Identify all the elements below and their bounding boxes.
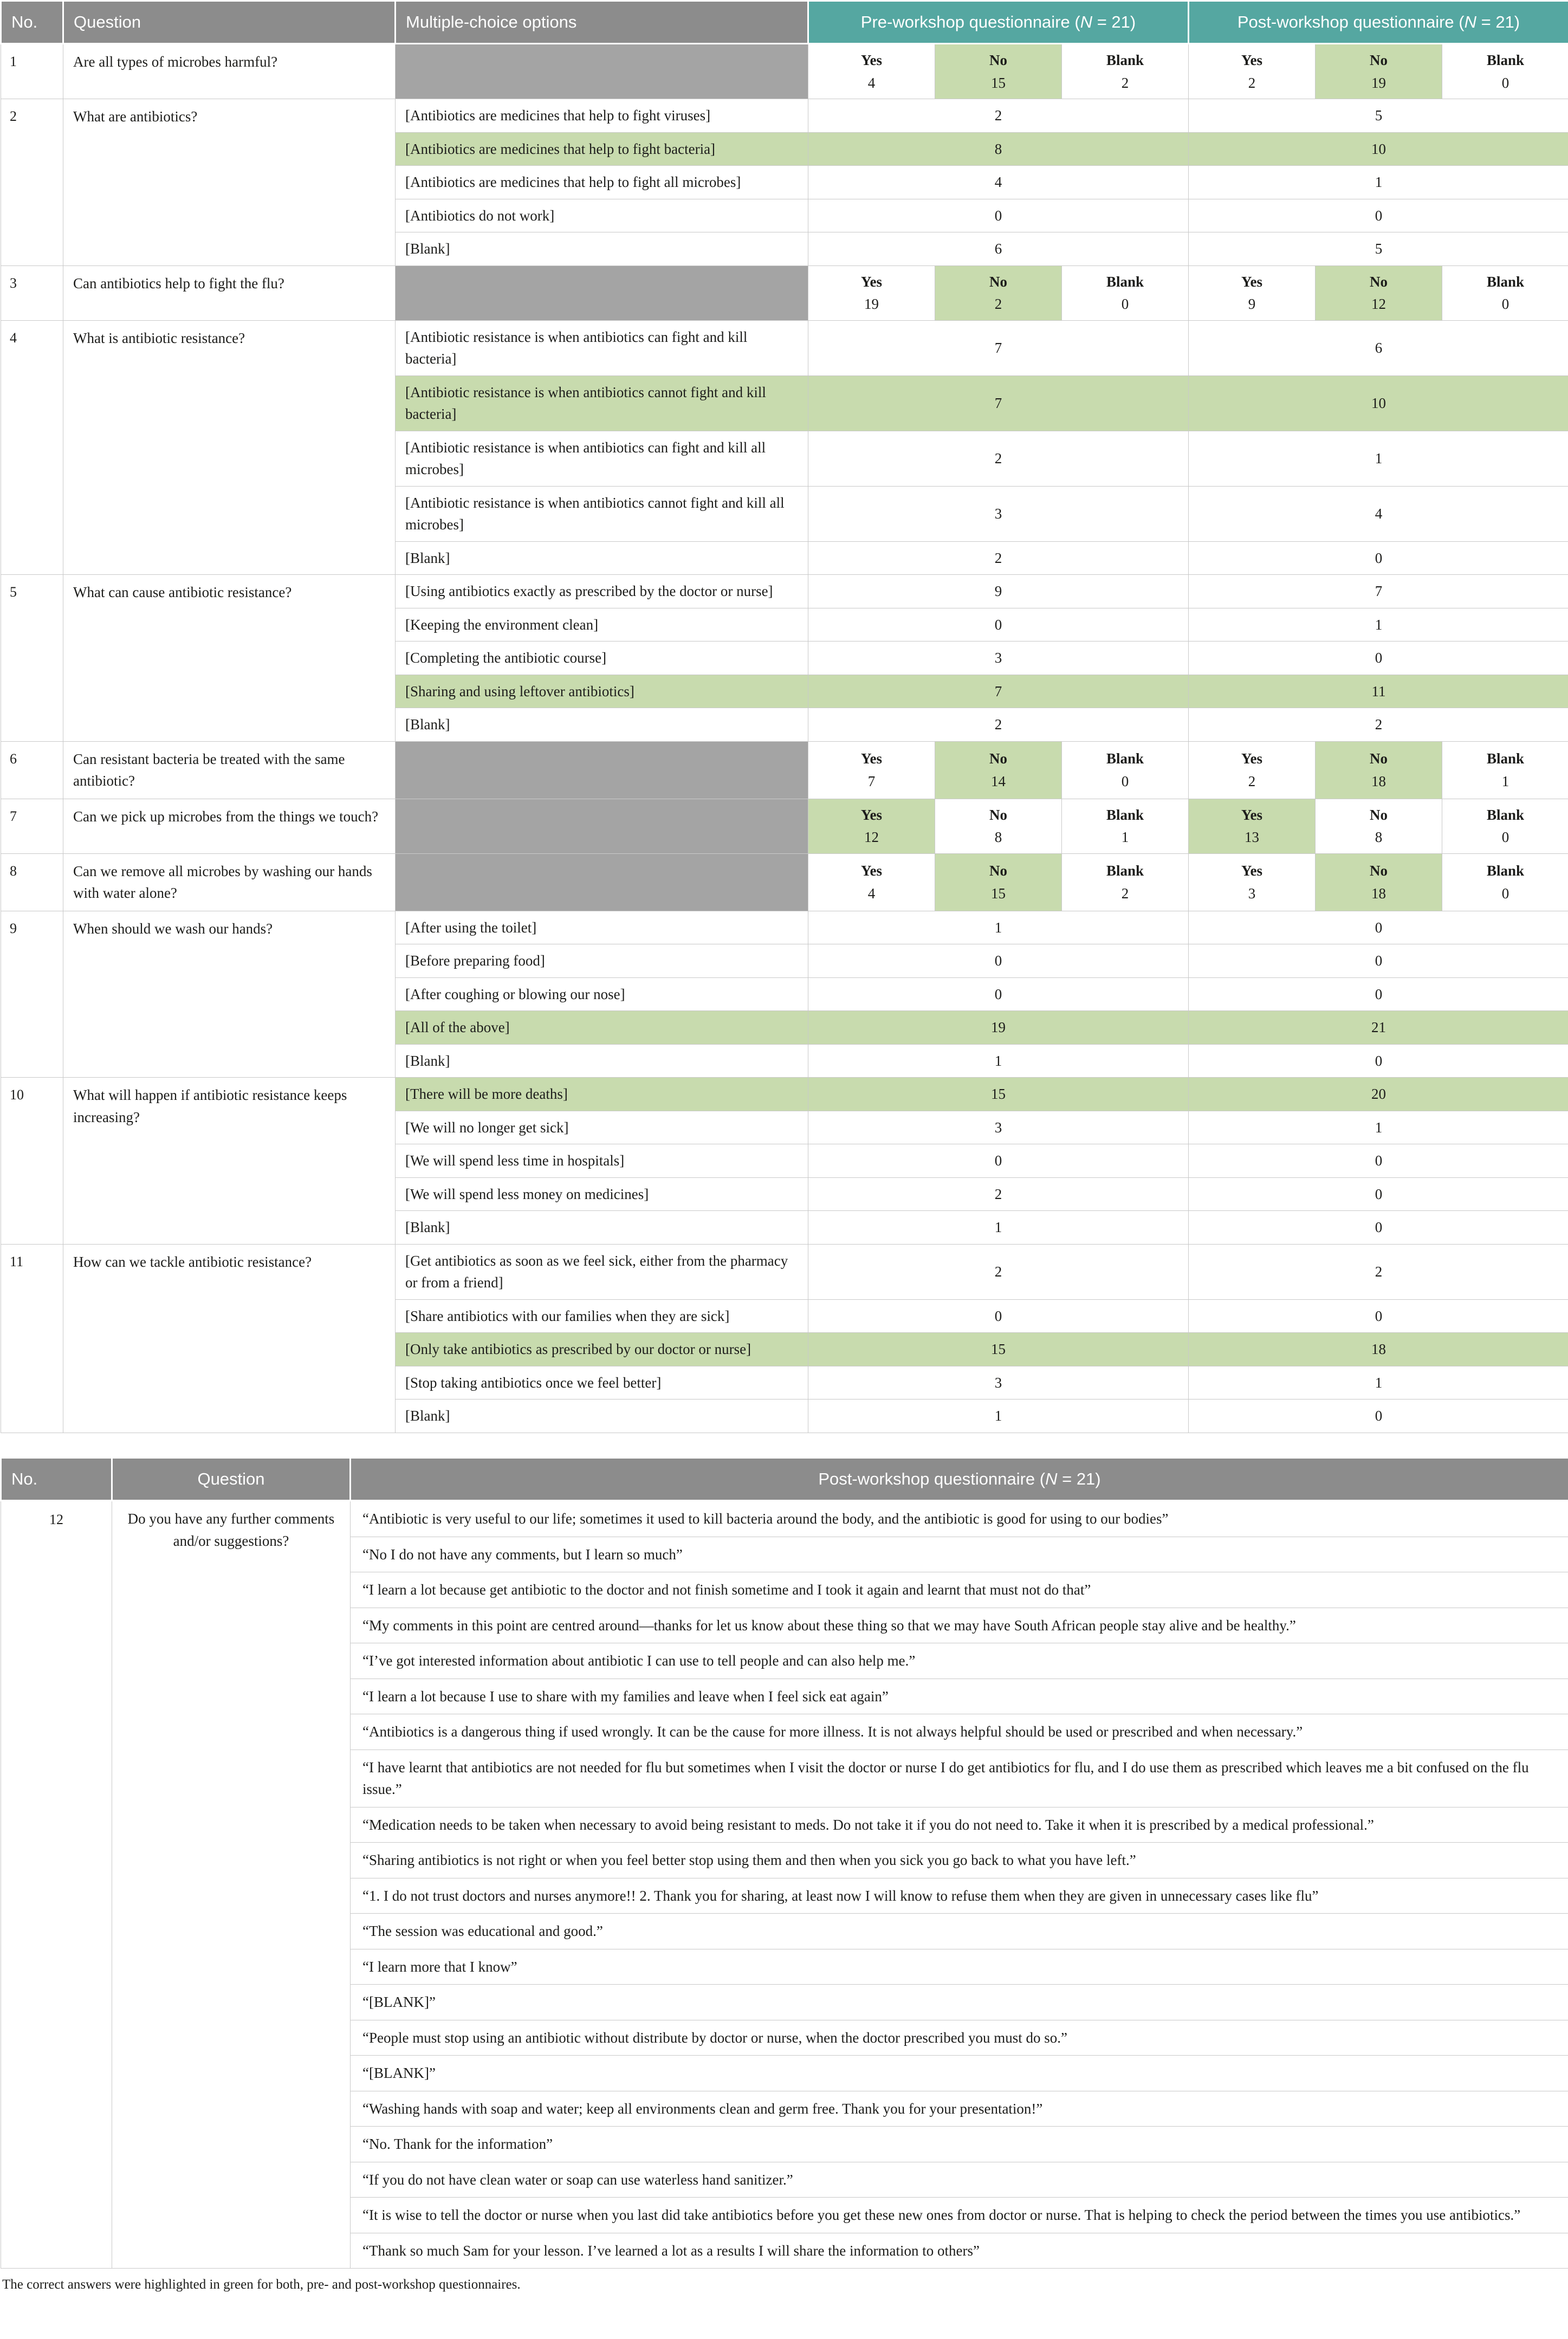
comment-text: “Sharing antibiotics is not right or when you feel better stop using them and then when you sick you go back to what you have left.”: [351, 1843, 1568, 1878]
pre-count: 15: [808, 1078, 1189, 1111]
post-count: 10: [1189, 375, 1568, 431]
comment-text: “The session was educational and good.”: [351, 1914, 1568, 1949]
answer-label: Yes: [861, 273, 882, 290]
option-text: [Stop taking antibiotics once we feel better]: [396, 1366, 808, 1399]
comment-text: “No I do not have any comments, but I learn so much”: [351, 1537, 1568, 1572]
pre-yes-cell: [808, 799, 935, 853]
comment-text: “I learn a lot because get antibiotic to the doctor and not finish sometime and I took it again and learnt that must not do that”: [351, 1572, 1568, 1608]
post-count: 0: [1189, 642, 1568, 675]
pre-count: 0: [808, 944, 1189, 978]
post-no-cell: [1316, 799, 1442, 853]
answer-label: Blank: [1106, 863, 1144, 879]
pre-no-cell: [935, 265, 1062, 320]
option-text: [There will be more deaths]: [396, 1078, 808, 1111]
option-text: [Antibiotic resistance is when antibiotics can fight and kill all microbes]: [396, 431, 808, 486]
table-footnote: The correct answers were highlighted in green for both, pre- and post-workshop questionnaires.: [2, 2277, 521, 2292]
answer-label: No: [989, 863, 1007, 879]
pre-count: 15: [808, 1333, 1189, 1366]
comment-text: “I learn a lot because I use to share with my families and leave when I feel sick eat again”: [351, 1679, 1568, 1714]
option-text: [After coughing or blowing our nose]: [396, 977, 808, 1011]
post-yes-count: 13: [1245, 829, 1259, 846]
pre-yes-cell: [808, 265, 935, 320]
answer-label: Yes: [861, 52, 882, 69]
pre-yes-count: 19: [864, 296, 879, 313]
pre-yes-cell: [808, 853, 935, 911]
options-placeholder: [396, 799, 808, 853]
question-text: Are all types of microbes harmful?: [63, 44, 396, 99]
comment-text: “I have learnt that antibiotics are not needed for flu but sometimes when I visit the doctor or nurse I do get antibiotics for flu, and I do use them as prescribed which leaves me a bit confused on the flu issue.”: [351, 1750, 1568, 1807]
post-count: 5: [1189, 232, 1568, 266]
answer-label: No: [1370, 273, 1388, 290]
option-text: [Keeping the environment clean]: [396, 608, 808, 642]
option-text: [Blank]: [396, 232, 808, 266]
comment-text: “No. Thank for the information”: [351, 2127, 1568, 2162]
pre-count: 4: [808, 166, 1189, 199]
pre-count: 1: [808, 1211, 1189, 1245]
question-text: Can antibiotics help to fight the flu?: [63, 265, 396, 320]
option-text: [Get antibiotics as soon as we feel sick, either from the pharmacy or from a friend]: [396, 1244, 808, 1299]
post-no-count: 8: [1375, 829, 1383, 846]
pre-count: 3: [808, 1366, 1189, 1399]
post-yes-cell: [1189, 265, 1316, 320]
post-no-cell: [1316, 853, 1442, 911]
pre-count: 3: [808, 486, 1189, 541]
pre-count: 7: [808, 375, 1189, 431]
post-yes-cell: [1189, 44, 1316, 99]
option-row-9-1: [1, 911, 1568, 944]
pre-no-count: 8: [994, 829, 1002, 846]
option-row-4-1: [1, 320, 1568, 375]
pre-no-cell: [935, 799, 1062, 853]
option-text: [Antibiotic resistance is when antibiotics cannot fight and kill bacteria]: [396, 375, 808, 431]
question-row-8: [1, 853, 1568, 911]
row-number: 5: [1, 575, 63, 742]
question-text: What is antibiotic resistance?: [63, 320, 396, 575]
question-text: What can cause antibiotic resistance?: [63, 575, 396, 742]
pre-count: 2: [808, 541, 1189, 575]
pre-blank-count: 1: [1121, 829, 1129, 846]
post-no-count: 19: [1371, 74, 1386, 91]
post-blank-cell: [1442, 853, 1568, 911]
col-header-post-workshop: Post-workshop questionnaire (N = 21): [1189, 1, 1568, 44]
pre-yes-count: 12: [864, 829, 879, 846]
option-text: [Using antibiotics exactly as prescribed by the doctor or nurse]: [396, 575, 808, 608]
post-count: 2: [1189, 708, 1568, 742]
pre-count: 0: [808, 1144, 1189, 1178]
answer-label: No: [1370, 750, 1388, 767]
option-text: [We will spend less money on medicines]: [396, 1177, 808, 1211]
option-row-10-1: [1, 1078, 1568, 1111]
answer-label: Blank: [1486, 806, 1525, 823]
comment-text: “Antibiotic is very useful to our life; sometimes it used to kill bacteria around the body, and the antibiotic is good for using to our bodies”: [351, 1501, 1568, 1537]
pre-count: 2: [808, 708, 1189, 742]
question-text: Can we remove all microbes by washing our hands with water alone?: [63, 853, 396, 911]
pre-count: 7: [808, 320, 1189, 375]
post-count: 0: [1189, 977, 1568, 1011]
option-row-5-1: [1, 575, 1568, 608]
post-count: 0: [1189, 199, 1568, 232]
answer-label: No: [989, 750, 1007, 767]
post-count: 6: [1189, 320, 1568, 375]
post-count: 20: [1189, 1078, 1568, 1111]
answer-label: No: [1370, 863, 1388, 879]
post-count: 1: [1189, 1111, 1568, 1144]
post-blank-count: 0: [1501, 296, 1509, 313]
post-count: 18: [1189, 1333, 1568, 1366]
post-no-cell: [1316, 44, 1442, 99]
col-header-question-2: Question: [112, 1457, 351, 1500]
results-table-header-row: [1, 1, 1568, 44]
col-header-no: No.: [1, 1, 63, 44]
pre-no-count: 14: [991, 773, 1006, 789]
pre-no-count: 15: [991, 74, 1006, 91]
post-blank-cell: [1442, 799, 1568, 853]
answer-label: Yes: [861, 863, 882, 879]
answer-label: Blank: [1106, 273, 1144, 290]
option-row-11-1: [1, 1244, 1568, 1299]
post-blank-cell: [1442, 265, 1568, 320]
option-text: [We will no longer get sick]: [396, 1111, 808, 1144]
post-count: 1: [1189, 166, 1568, 199]
pre-count: 2: [808, 1244, 1189, 1299]
pre-no-count: 15: [991, 885, 1006, 902]
answer-label: Yes: [1241, 750, 1262, 767]
pre-count: 0: [808, 608, 1189, 642]
comment-row-1: [1, 1501, 1568, 1537]
comment-text: “Medication needs to be taken when necessary to avoid being resistant to meds. Do not take it if you do not need to. Take it when it is prescribed by a medical professional.”: [351, 1807, 1568, 1843]
pre-count: 7: [808, 675, 1189, 708]
pre-count: 2: [808, 1177, 1189, 1211]
post-count: 0: [1189, 911, 1568, 944]
post-yes-count: 2: [1248, 773, 1256, 789]
answer-label: No: [989, 273, 1007, 290]
pre-yes-cell: [808, 44, 935, 99]
pre-yes-cell: [808, 741, 935, 799]
pre-no-cell: [935, 853, 1062, 911]
post-count: 1: [1189, 1366, 1568, 1399]
comment-text: “I’ve got interested information about antibiotic I can use to tell people and can also help me.”: [351, 1643, 1568, 1679]
post-yes-count: 9: [1248, 296, 1256, 313]
comment-text: “Thank so much Sam for your lesson. I’ve learned a lot as a results I will share the information to others”: [351, 2233, 1568, 2269]
row-number: 3: [1, 265, 63, 320]
question-text: When should we wash our hands?: [63, 911, 396, 1078]
post-count: 0: [1189, 1044, 1568, 1078]
option-text: [Completing the antibiotic course]: [396, 642, 808, 675]
comment-text: “It is wise to tell the doctor or nurse when you last did take antibiotics before you get these new ones from doctor or nurse. That is helping to check the period between the times you use antibiotics.”: [351, 2198, 1568, 2233]
pre-count: 2: [808, 431, 1189, 486]
post-count: 0: [1189, 1177, 1568, 1211]
post-count: 0: [1189, 1144, 1568, 1178]
options-placeholder: [396, 44, 808, 99]
pre-count: 1: [808, 1044, 1189, 1078]
answer-label: Yes: [1241, 863, 1262, 879]
pre-no-cell: [935, 44, 1062, 99]
row-number: 11: [1, 1244, 63, 1433]
comment-text: “Washing hands with soap and water; keep all environments clean and germ free. Thank you for your presentation!”: [351, 2091, 1568, 2127]
option-text: [After using the toilet]: [396, 911, 808, 944]
answer-label: No: [989, 52, 1007, 69]
pre-yes-count: 7: [867, 773, 876, 789]
answer-label: No: [1370, 52, 1388, 69]
comment-text: “I learn more that I know”: [351, 1949, 1568, 1985]
row-number: 8: [1, 853, 63, 911]
option-text: [Sharing and using leftover antibiotics]: [396, 675, 808, 708]
pre-count: 0: [808, 977, 1189, 1011]
pre-count: 2: [808, 99, 1189, 133]
answer-label: Yes: [1241, 806, 1262, 823]
post-count: 0: [1189, 944, 1568, 978]
options-placeholder: [396, 265, 808, 320]
option-text: [Antibiotics do not work]: [396, 199, 808, 232]
comment-text: “My comments in this point are centred around—thanks for let us know about these thing so that we may have South African people stay alive and be healthy.”: [351, 1608, 1568, 1643]
option-text: [Blank]: [396, 1211, 808, 1245]
answer-label: Blank: [1106, 52, 1144, 69]
pre-blank-cell: [1062, 265, 1189, 320]
option-text: [Antibiotics are medicines that help to fight all microbes]: [396, 166, 808, 199]
comment-text: “Antibiotics is a dangerous thing if used wrongly. It can be the cause for more illness. It is not always helpful should be used or prescribed and when necessary.”: [351, 1714, 1568, 1750]
answer-label: Yes: [1241, 273, 1262, 290]
pre-blank-count: 0: [1121, 296, 1129, 313]
pre-blank-cell: [1062, 741, 1189, 799]
post-count: 0: [1189, 541, 1568, 575]
post-no-cell: [1316, 741, 1442, 799]
row-number: 10: [1, 1078, 63, 1245]
options-placeholder: [396, 741, 808, 799]
comments-table-header-row: [1, 1457, 1568, 1500]
pre-count: 3: [808, 1111, 1189, 1144]
row-number: 12: [1, 1501, 112, 2269]
option-text: [Share antibiotics with our families when they are sick]: [396, 1299, 808, 1333]
table-gap: [0, 1433, 1568, 1457]
comment-text: “[BLANK]”: [351, 2056, 1568, 2091]
comment-text: “1. I do not trust doctors and nurses anymore!! 2. Thank you for sharing, at least now I will know to refuse them when they are given in unnecessary cases like flu”: [351, 1878, 1568, 1914]
pre-count: 9: [808, 575, 1189, 608]
pre-count: 1: [808, 911, 1189, 944]
pre-count: 1: [808, 1399, 1189, 1433]
comment-text: “People must stop using an antibiotic without distribute by doctor or nurse, when the doctor prescribed you must do so.”: [351, 2020, 1568, 2056]
answer-label: No: [989, 806, 1007, 823]
pre-yes-count: 4: [867, 885, 876, 902]
answer-label: Blank: [1486, 750, 1525, 767]
answer-label: Yes: [1241, 52, 1262, 69]
option-text: [Antibiotic resistance is when antibiotics cannot fight and kill all microbes]: [396, 486, 808, 541]
answer-label: Blank: [1486, 52, 1525, 69]
post-count: 5: [1189, 99, 1568, 133]
post-no-count: 18: [1371, 773, 1386, 789]
col-header-options: Multiple-choice options: [396, 1, 808, 44]
option-text: [Antibiotic resistance is when antibiotics can fight and kill bacteria]: [396, 320, 808, 375]
post-count: 10: [1189, 132, 1568, 166]
post-no-count: 12: [1371, 296, 1386, 313]
pre-blank-cell: [1062, 799, 1189, 853]
post-blank-count: 0: [1501, 885, 1509, 902]
question-text: Can we pick up microbes from the things we touch?: [63, 799, 396, 853]
row-number: 6: [1, 741, 63, 799]
answer-label: Blank: [1106, 750, 1144, 767]
post-yes-count: 3: [1248, 885, 1256, 902]
row-number: 2: [1, 99, 63, 266]
row-number: 4: [1, 320, 63, 575]
option-text: [Blank]: [396, 541, 808, 575]
post-no-count: 18: [1371, 885, 1386, 902]
option-text: [Blank]: [396, 708, 808, 742]
post-count: 4: [1189, 486, 1568, 541]
pre-count: 6: [808, 232, 1189, 266]
question-row-3: [1, 265, 1568, 320]
post-yes-count: 2: [1248, 74, 1256, 91]
option-text: [All of the above]: [396, 1011, 808, 1045]
option-text: [Antibiotics are medicines that help to fight bacteria]: [396, 132, 808, 166]
option-text: [We will spend less time in hospitals]: [396, 1144, 808, 1178]
option-text: [Blank]: [396, 1044, 808, 1078]
post-count: 11: [1189, 675, 1568, 708]
post-count: 1: [1189, 431, 1568, 486]
option-text: [Only take antibiotics as prescribed by our doctor or nurse]: [396, 1333, 808, 1366]
post-blank-count: 0: [1501, 74, 1509, 91]
question-row-6: [1, 741, 1568, 799]
col-header-no-2: No.: [1, 1457, 112, 1500]
pre-blank-count: 0: [1121, 773, 1129, 789]
post-blank-cell: [1442, 741, 1568, 799]
post-count: 1: [1189, 608, 1568, 642]
row-number: 7: [1, 799, 63, 853]
row-number: 9: [1, 911, 63, 1078]
answer-label: Blank: [1106, 806, 1144, 823]
answer-label: No: [1370, 806, 1388, 823]
col-header-post-workshop-2: Post-workshop questionnaire (N = 21): [351, 1457, 1568, 1500]
question-text: Do you have any further comments and/or suggestions?: [112, 1501, 351, 2269]
post-yes-cell: [1189, 853, 1316, 911]
answer-label: Blank: [1486, 273, 1525, 290]
post-blank-count: 1: [1501, 773, 1509, 789]
post-count: 0: [1189, 1211, 1568, 1245]
option-row-2-1: [1, 99, 1568, 133]
post-blank-cell: [1442, 44, 1568, 99]
post-count: 0: [1189, 1299, 1568, 1333]
question-text: What are antibiotics?: [63, 99, 396, 266]
pre-no-count: 2: [994, 296, 1002, 313]
results-table-body: [1, 44, 1568, 1433]
option-text: [Blank]: [396, 1399, 808, 1433]
pre-blank-count: 2: [1121, 74, 1129, 91]
pre-yes-count: 4: [867, 74, 876, 91]
answer-label: Blank: [1486, 863, 1525, 879]
pre-count: 0: [808, 1299, 1189, 1333]
comment-text: “If you do not have clean water or soap can use waterless hand sanitizer.”: [351, 2162, 1568, 2198]
post-count: 0: [1189, 1399, 1568, 1433]
pre-count: 19: [808, 1011, 1189, 1045]
col-header-question: Question: [63, 1, 396, 44]
question-text: How can we tackle antibiotic resistance?: [63, 1244, 396, 1433]
post-blank-count: 0: [1501, 829, 1509, 846]
question-row-7: [1, 799, 1568, 853]
pre-count: 8: [808, 132, 1189, 166]
col-header-pre-workshop: Pre-workshop questionnaire (N = 21): [808, 1, 1189, 44]
pre-count: 0: [808, 199, 1189, 232]
pre-blank-cell: [1062, 44, 1189, 99]
comments-table: [0, 1457, 1568, 2269]
option-text: [Before preparing food]: [396, 944, 808, 978]
option-text: [Antibiotics are medicines that help to fight viruses]: [396, 99, 808, 133]
pre-blank-cell: [1062, 853, 1189, 911]
question-text: What will happen if antibiotic resistance keeps increasing?: [63, 1078, 396, 1245]
pre-count: 3: [808, 642, 1189, 675]
options-placeholder: [396, 853, 808, 911]
answer-label: Yes: [861, 750, 882, 767]
pre-blank-count: 2: [1121, 885, 1129, 902]
post-yes-cell: [1189, 741, 1316, 799]
question-row-1: [1, 44, 1568, 99]
post-count: 7: [1189, 575, 1568, 608]
question-text: Can resistant bacteria be treated with the same antibiotic?: [63, 741, 396, 799]
post-no-cell: [1316, 265, 1442, 320]
pre-no-cell: [935, 741, 1062, 799]
post-count: 21: [1189, 1011, 1568, 1045]
answer-label: Yes: [861, 806, 882, 823]
comment-text: “[BLANK]”: [351, 1985, 1568, 2020]
comments-table-body: [1, 1501, 1568, 2269]
row-number: 1: [1, 44, 63, 99]
post-yes-cell: [1189, 799, 1316, 853]
post-count: 2: [1189, 1244, 1568, 1299]
